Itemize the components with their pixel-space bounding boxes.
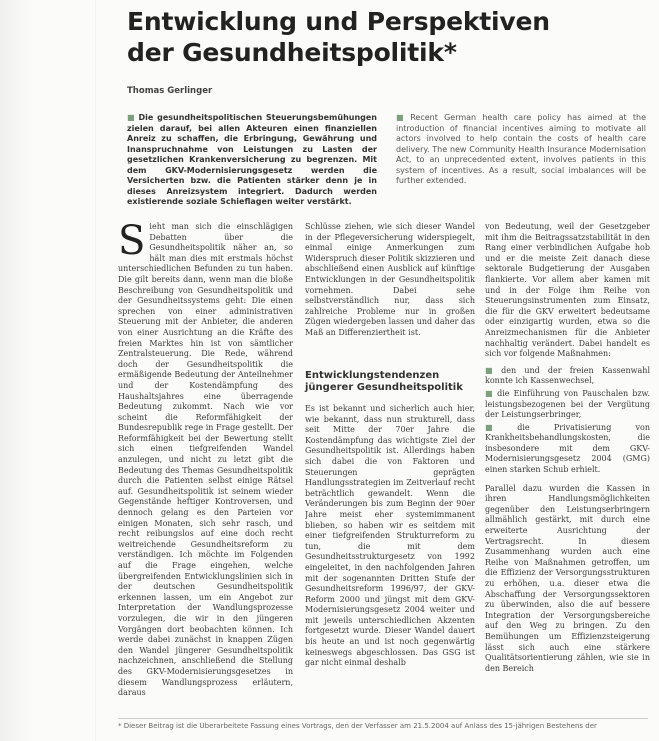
- abstract-english: [396, 113, 646, 187]
- section-heading: Entwicklungstendenzen jüngerer Gesundheitspolitik: [305, 370, 463, 393]
- bullet-list: [485, 366, 650, 476]
- bullet-icon: ■: [485, 388, 495, 398]
- body-column-1: [118, 222, 293, 702]
- title-line-2: der Gesundheitspolitik*: [127, 38, 457, 67]
- article-title: [127, 6, 647, 68]
- author-name: Thomas Gerlinger: [127, 86, 213, 96]
- column-2-text-intro: Schlüsse ziehen, wie sich dieser Wandel in der Pflegeversicherung widerspiegelt, einmal einige Anmerkungen zum Widerspruch dieser Politik skizzieren und abschließend einen Ausblick auf künftige Entwicklungen in der Gesundheitspolitik vornehmen. Dabei sehe selbstverständlich nur, dass sich zahlreiche Probleme nur in großen Zügen wiedergeben lassen und daher das Maß an Differenziertheit ist.: [305, 222, 475, 337]
- abstract-german: [127, 113, 377, 208]
- bullet-icon: ■: [485, 422, 515, 432]
- page-spine-shadow: [0, 0, 30, 741]
- drop-cap: S: [118, 222, 146, 264]
- abstract-english-text: Recent German health care policy has aimed at the introduction of financial incentives aiming to motivate all actors involved to help contain the costs of health care delivery. The new Community Health Insurance Modernisation Act, to an unprecedented extent, involves patients in this system of incentives. As a result, social imbalances will be further extended.: [396, 113, 647, 185]
- column-3-text-intro: von Bedeutung, weil der Gesetzgeber mit ihm die Beitragssatzstabilität in den Rang einer verbindlichen Aufgabe hob und er die meiste Zeit danach diese sektorale Budgetierung der Ausgaben flankierte. Vor allem aber kamen mit und in der Folge ihm Reihe von Steuerungsinstrumenten zum Einsatz, die für die GKV erweitert bedeutsame oder einzigartig wurden, etwa so die Anreizmechanismen für die Anbieter nachhaltig verändert. Dabei handelt es sich vor folgende Maßnahmen:: [485, 222, 650, 359]
- footnote: * Dieser Beitrag ist die Überarbeitete Fassung eines Vortrags, den der Verfasser am 21.5.2004 auf Anlass des 15-jährigen Bestehens der: [118, 722, 597, 730]
- page-divider: [95, 0, 96, 741]
- bullet-icon: ■: [396, 113, 408, 122]
- body-column-2: [305, 222, 475, 704]
- bullet-icon: ■: [485, 365, 499, 375]
- abstract-german-text: Die gesundheitspolitischen Steuerungsbemühungen zielen darauf, bei allen Akteuren einen finanziellen Anreiz zu schaffen, die Erbringung, Gewährung und Inanspruchnahme von Leistungen zu Lasten der gesetzlichen Krankenversicherung zu begrenzen. Mit dem GKV-Modernisierungsgesetz werden die Versicherten bzw. die Patienten stärker denn je in dieses Anreizsystem integriert. Dadurch werden existierende soziale Schieflagen weiter verstärkt.: [127, 113, 377, 206]
- body-column-3: [485, 222, 650, 702]
- list-item: ■ die Einführung von Pauschalen bzw. leistungsbezogenen bei der Vergütung der Leistungserbringer,: [485, 388, 650, 420]
- column-3-text-main: Parallel dazu wurden die Kassen in ihren Handlungsmöglichkeiten gegenüber den Leistungserbringern allmählich gestärkt, mit durch eine erweiterte Ausrichtung der Vertragsrecht. In diesem Zusammenhang wurden auch eine Reihe von Maßnahmen getroffen, um die Effizienz der Versorgungsstrukturen zu erhöhen, u.a. dieser etwa die Abschaffung der Versorgungssektoren zu überwinden, also die auf bessere Integration der Versorgungsbereiche auf den Weg zu bringen. Zu den Bemühungen um Effizienzsteigerung lässt sich auch eine stärkere Qualitätsorientierung zählen, wie sie in den Bereich: [485, 483, 650, 673]
- title-line-1: Entwicklung und Perspektiven: [127, 7, 550, 36]
- footnote-divider: [118, 718, 648, 719]
- list-item: ■ die Privatisierung von Krankheitsbehandlungskosten, die insbesondere mit dem GKV-Modernisierungsgesetz 2004 (GMG) einen starken Schub erhielt.: [485, 422, 650, 475]
- bullet-icon: ■: [127, 113, 136, 122]
- column-2-text-main: Es ist bekannt und sicherlich auch hier, wie bekannt, dass nun strukturell, dass seit Mitte der 70er Jahre die Kostendämpfung das wichtigste Ziel der Gesundheitspolitik ist. Allerdings haben sich dabei die von Faktoren und Steuerungen geprägten Handlungsstrategien im Zeitverlauf recht beträchtlich gewandelt. Wenn die Veränderungen bis zum Beginn der 90er Jahre meist eher systemimmanent blieben, so haben wir es seitdem mit einer tiefgreifenden Strukturreform zu tun, die mit dem Gesundheitsstrukturgesetz von 1992 eingeleitet, in den nachfolgenden Jahren mit der sogenannten Dritten Stufe der Gesundheitsreform 1996/97, der GKV-Reform 2000 und jüngst mit dem GKV-Modernisierungsgesetz 2004 weiter und mit jeweils unterschiedlichen Akzenten fortgesetzt wurde. Dieser Wandel dauert bis heute an und ist noch gegenwärtig keineswegs abgeschlossen. Das GSG ist gar nicht einmal deshalb: [305, 404, 475, 668]
- column-1-text: ieht man sich die einschlägigen Debatten über die Gesundheitspolitik näher an, so hält man dies mit erstmals höchst unterschiedlichen Befunden zu tun haben. Die gilt bereits dann, wenn man die bloße Beschreibung von Gesundheitspolitik und der Gesundheitssystems geht: Die einen sprechen von einer administrativen Steuerung mit der Anbieter, die anderen von einer Ausrichtung an die Kräfte des freien Marktes hin ist von sämtlicher Zentralsteuerung. Die Rede, während doch der Gesundheitspolitik die ermäßigende Bedeutung der Anteilnehmer und der Kostendämpfung des Haushaltsjahres eine überragende Bedeutung zukommt. Nach wie vor scheint die Reformfähigkeit der Bundesrepublik rege in Frage gestellt. Der Reformfähigkeit bei der Bewertung stellt sich einen tiefgreifenden Wandel anzulegen, und nicht zu letzt gibt die Bedeutung des Themas Gesundheitspolitik durch die Patienten selbst einige Rätsel auf. Gesundheitspolitik ist seinem wieder Gegenstände heftiger Kontroversen, und dennoch gelang es den Parteien vor einigen Monaten, sich sehr rasch, und recht reibungslos auf eine doch recht weitreichende Gesundheitsreform zu verständigen. Ich möchte im Folgenden auf die Frage eingehen, welche übergreifenden Entwicklungslinien sich in der deutschen Gesundheitspolitik erkennen lassen, um ein Angebot zur Interpretation der Wandlungsprozesse vorzulegen, die wir in den jüngeren Vorgängen dort beobachten können. Ich werde dabei zunächst in knappen Zügen den Wandel jüngerer Gesundheitspolitik nachzeichnen, anschließend die Stellung des GKV-Modernisierungsgesetzes in diesem Wandlungsprozess erläutern, daraus: [118, 222, 293, 698]
- list-item: ■ den und der freien Kassenwahl konnte ich Kassenwechsel,: [485, 365, 650, 386]
